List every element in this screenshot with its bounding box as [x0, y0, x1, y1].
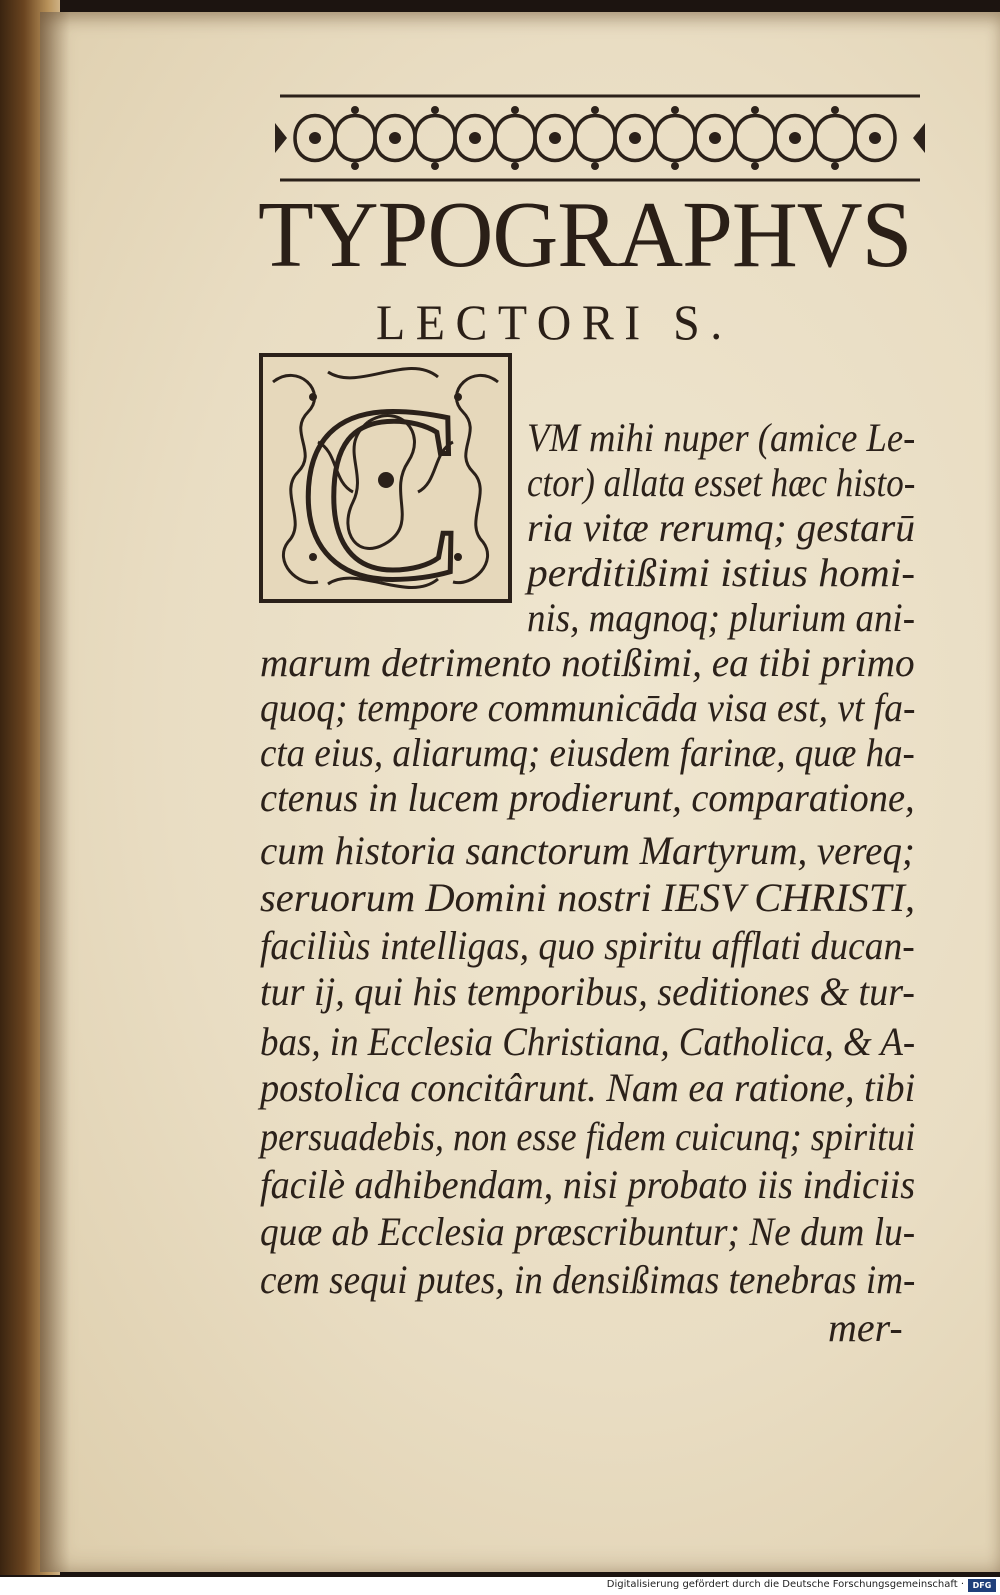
text-line: cum historia sanctorum Martyrum, vereq; [260, 828, 915, 873]
text-line: postolica concitârunt. Nam ea ratione, tibi [260, 1065, 916, 1110]
text-line: seruorum Domini nostri IESV CHRISTI, [260, 875, 916, 920]
dfg-logo-icon: DFG [968, 1579, 996, 1592]
page-gutter-shadow [40, 12, 70, 1572]
page-title: TYPOGRAPHVS [258, 183, 912, 287]
text-line: faciliùs intelligas, quo spiritu afflati ducan- [260, 923, 915, 968]
digitization-footer [0, 1577, 1000, 1595]
ornament-headpiece [275, 88, 925, 188]
text-line: perditißimi istius homi- [527, 550, 916, 595]
text-line: ctor) allata esset hæc histo- [527, 460, 916, 505]
text-line: ctenus in lucem prodierunt, comparatione, [260, 775, 915, 820]
text-line: persuadebis, non esse fidem cuicunq; spiritui [260, 1114, 916, 1159]
text-line: cta eius, aliarumq; eiusdem farinæ, quæ ha- [260, 730, 915, 775]
text-line: quæ ab Ecclesia præscribuntur; Ne dum lu- [260, 1209, 916, 1254]
text-line: quoq; tempore communicāda visa est, vt fa- [260, 685, 916, 730]
text-line: marum detrimento notißimi, ea tibi primo [260, 640, 915, 685]
text-line: ria vitæ rerumq; gestarū [527, 505, 915, 550]
text-line: facilè adhibendam, nisi probato iis indiciis [260, 1162, 916, 1207]
text-line: nis, magnoq; plurium ani- [527, 595, 915, 640]
text-line: tur ij, qui his temporibus, seditiones & tur- [260, 969, 915, 1014]
page-subtitle: LECTORI S. [376, 294, 733, 350]
catchword: mer- [828, 1305, 903, 1350]
initial-letter: C [298, 355, 465, 604]
text-line: cem sequi putes, in densißimas tenebras im- [260, 1257, 916, 1302]
text-line: VM mihi nuper (amice Le- [527, 415, 916, 460]
text-line: bas, in Ecclesia Christiana, Catholica, & A- [260, 1019, 916, 1064]
decorated-initial [258, 352, 513, 604]
footer-credit-text: Digitalisierung gefördert durch die Deutsche Forschungsgemeinschaft · [606, 1579, 964, 1590]
